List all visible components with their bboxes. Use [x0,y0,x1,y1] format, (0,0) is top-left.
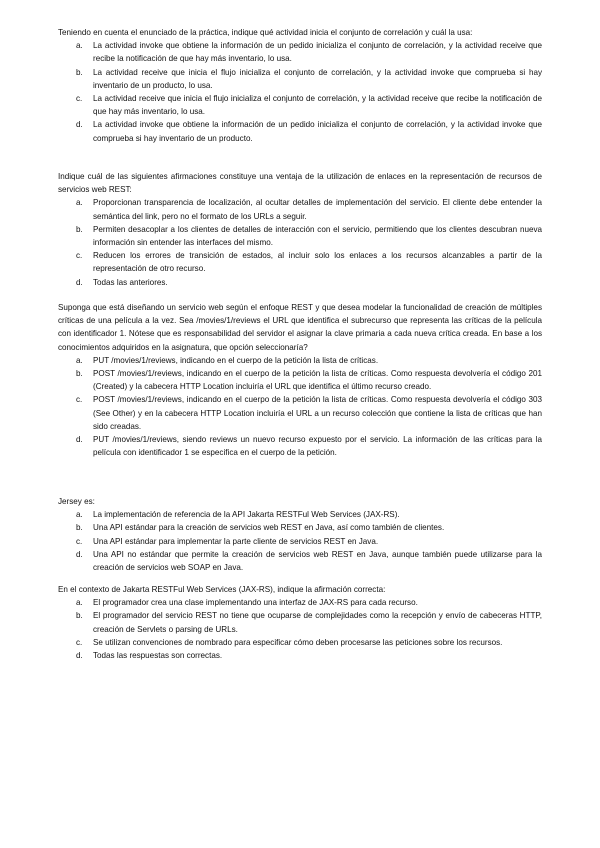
option-a[interactable] [58,196,542,222]
question-3 [58,301,542,459]
option-text: Reducen los errores de transición de estados, al incluir solo los enlaces a los recursos alcanzables a partir de la representación de otro recurso. [93,251,542,274]
option-text: La actividad invoke que obtiene la información de un pedido inicializa el conjunto de correlación, y la actividad receive que recibe la notificación de que hay más inventario, lo usa. [93,41,542,64]
option-c[interactable] [58,535,542,548]
option-letter: d. [76,120,83,130]
option-text: PUT /movies/1/reviews, siendo reviews un nuevo recurso expuesto por el servicio. La información de las críticas para la película con identificador 1 se especifica en el cuerpo de la petición. [93,435,542,458]
option-text: El programador crea una clase implementando una interfaz de JAX-RS para cada recurso. [93,598,418,608]
option-text: La implementación de referencia de la API Jakarta RESTFul Web Services (JAX-RS). [93,510,400,520]
question-5 [58,583,542,662]
option-b[interactable] [58,223,542,249]
option-letter: d. [76,651,83,661]
option-text: PUT /movies/1/reviews, indicando en el cuerpo de la petición la lista de críticas. [93,355,379,365]
option-letter: a. [76,198,83,208]
question-1 [58,26,542,145]
option-letter: c. [76,94,83,104]
option-text: Todas las anteriores. [93,277,168,287]
option-letter: c. [76,251,83,261]
option-letter: a. [76,41,83,51]
option-text: Una API no estándar que permite la creación de servicios web REST en Java, aunque también puede utilizarse para la creación de servicios web SOAP en Java. [93,549,542,573]
option-text: POST /movies/1/reviews, indicando en el cuerpo de la petición la lista de críticas. Como respuesta devolvería el código 303 (See Other) y en la cabecera HTTP Location incluiría el URL a un recurso colección que contiene la lista de críticas que han sido creadas. [93,395,542,431]
option-b[interactable] [58,367,542,393]
option-list [58,596,542,662]
option-text: El programador del servicio REST no tiene que ocuparse de complejidades como la recepción y envío de cabeceras HTTP, creación de Servlets o parsing de URLs. [93,611,542,634]
option-text: Una API estándar para la creación de servicios web REST en Java, así como también de clientes. [93,523,445,533]
option-d[interactable] [58,276,542,289]
question-stem: Teniendo en cuenta el enunciado de la práctica, indique qué actividad inicia el conjunto de correlación y cuál la usa: [58,28,473,37]
option-text: Se utilizan convenciones de nombrado para especificar cómo deben procesarse las peticiones sobre los recursos. [93,637,503,647]
option-letter: c. [76,637,83,647]
option-b[interactable] [58,609,542,635]
option-letter: d. [76,549,83,559]
option-d[interactable] [58,649,542,662]
option-letter: b. [76,224,83,234]
option-letter: c. [76,536,83,546]
question-stem: Jersey es: [58,497,95,506]
option-list [58,196,542,288]
option-text: Permiten desacoplar a los clientes de detalles de interacción con el servicio, permitiendo que los clientes descubran nueva información sin entender las interfaces del mismo. [93,224,542,248]
option-text: POST /movies/1/reviews, indicando en el cuerpo de la petición la lista de críticas. Como respuesta devolvería el código 201 (Created) y la cabecera HTTP Location incluiría el URL que identifica el último recurso creado. [93,369,542,392]
option-text: La actividad receive que inicia el flujo inicializa el conjunto de correlación, y la actividad receive que recibe la notificación de que hay más inventario, lo usa. [93,94,542,117]
option-text: Todas las respuestas son correctas. [93,651,223,661]
option-c[interactable] [58,92,542,118]
option-list [58,39,542,145]
option-c[interactable] [58,636,542,649]
option-d[interactable] [58,118,542,144]
option-letter: b. [76,369,83,379]
option-letter: d. [76,435,83,445]
question-4 [58,495,542,574]
option-letter: a. [76,510,83,520]
option-text: Una API estándar para implementar la parte cliente de servicios REST en Java. [93,536,379,546]
option-text: La actividad receive que inicia el flujo inicializa el conjunto de correlación, y la actividad invoke que comprueba si hay inventario de un producto, lo usa. [93,67,542,90]
option-b[interactable] [58,66,542,92]
question-stem: Indique cuál de las siguientes afirmaciones constituye una ventaja de la utilización de enlaces en la representación de recursos de servicios web REST: [58,172,542,195]
question-stem: En el contexto de Jakarta RESTFul Web Services (JAX-RS), indique la afirmación correcta: [58,585,386,594]
option-a[interactable] [58,596,542,609]
option-a[interactable] [58,508,542,521]
option-letter: c. [76,395,83,405]
option-text: Proporcionan transparencia de localización, al ocultar detalles de implementación del servicio. El cliente debe entender la semántica del link, pero no el formato de los URLs a seguir. [93,198,542,221]
option-letter: b. [76,611,83,621]
option-letter: b. [76,523,83,533]
option-a[interactable] [58,39,542,65]
option-d[interactable] [58,548,542,574]
option-b[interactable] [58,521,542,534]
option-list [58,354,542,460]
question-stem: Suponga que está diseñando un servicio web según el enfoque REST y que desea modelar la funcionalidad de creación de múltiples críticas de una película a la vez. Sea /movies/1/reviews el URL que identifica el subrecurso que representa las críticas de la película con identificador 1. Nótese que es responsabilidad del servidor el asignar la clave primaria a cada nueva crítica creada. En base a los conocimientos adquiridos en la asignatura, que opción seleccionaría? [58,303,542,352]
option-list [58,508,542,574]
option-c[interactable] [58,393,542,433]
option-c[interactable] [58,249,542,275]
option-d[interactable] [58,433,542,459]
option-letter: a. [76,355,83,365]
option-letter: a. [76,598,83,608]
option-a[interactable] [58,354,542,367]
question-2 [58,170,542,289]
option-letter: d. [76,277,83,287]
option-text: La actividad invoke que obtiene la información de un pedido inicializa el conjunto de correlación, y la actividad invoke que comprueba si hay inventario de un producto. [93,120,542,143]
option-letter: b. [76,67,83,77]
